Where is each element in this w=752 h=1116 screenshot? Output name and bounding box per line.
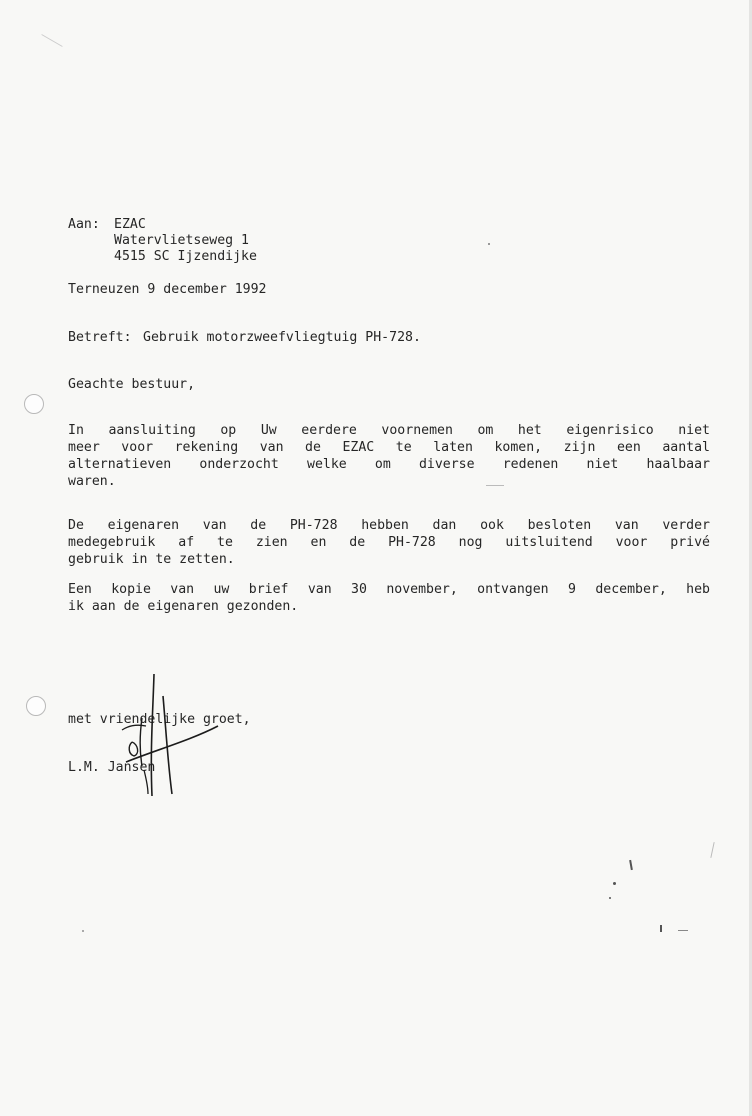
punch-hole-bottom	[26, 696, 46, 716]
speck-mark	[678, 930, 688, 931]
speck-mark	[609, 897, 611, 899]
paragraph-2-line-3: gebruik in te zetten.	[68, 552, 235, 567]
speck-mark	[41, 34, 62, 47]
address-street: Watervlietseweg 1	[114, 233, 249, 248]
subject-label: Betreft:	[68, 330, 132, 345]
paragraph-1-line-1: In aansluiting op Uw eerdere voornemen om het eigenrisico niet	[68, 423, 710, 438]
speck-mark	[613, 882, 616, 885]
paragraph-1-line-4: waren.	[68, 474, 116, 489]
speck-mark	[710, 842, 714, 858]
paragraph-1-line-2: meer voor rekening van de EZAC te laten komen, zijn een aantal	[68, 440, 710, 455]
paragraph-1-line-3: alternatieven onderzocht welke om diverse redenen niet haalbaar	[68, 457, 710, 472]
paragraph-3-line-2: ik aan de eigenaren gezonden.	[68, 599, 299, 614]
handwritten-signature	[106, 670, 226, 810]
closing: met vriendelijke groet,	[68, 712, 251, 727]
speck-mark	[82, 930, 84, 932]
place-date: Terneuzen 9 december 1992	[68, 282, 267, 297]
sender-name: L.M. Jansen	[68, 760, 156, 775]
paragraph-1	[68, 422, 710, 490]
paragraph-2-line-2: medegebruik af te zien en de PH-728 nog uitsluitend voor privé	[68, 535, 710, 550]
paragraph-2-line-1: De eigenaren van de PH-728 hebben dan ook besloten van verder	[68, 518, 710, 533]
paragraph-3	[68, 581, 710, 615]
subject-text: Gebruik motorzweefvliegtuig PH-728.	[143, 330, 421, 345]
address-city: 4515 SC Ijzendijke	[114, 249, 257, 264]
punch-hole-top	[24, 394, 44, 414]
paragraph-2	[68, 517, 710, 568]
speck-mark	[486, 485, 504, 486]
speck-mark	[629, 860, 633, 870]
salutation: Geachte bestuur,	[68, 377, 196, 392]
speck-mark	[488, 243, 490, 245]
speck-mark	[660, 925, 662, 932]
address-to-label: Aan:	[68, 217, 100, 232]
paragraph-3-line-1: Een kopie van uw brief van 30 november, ontvangen 9 december, heb	[68, 582, 710, 597]
address-name: EZAC	[114, 217, 146, 232]
